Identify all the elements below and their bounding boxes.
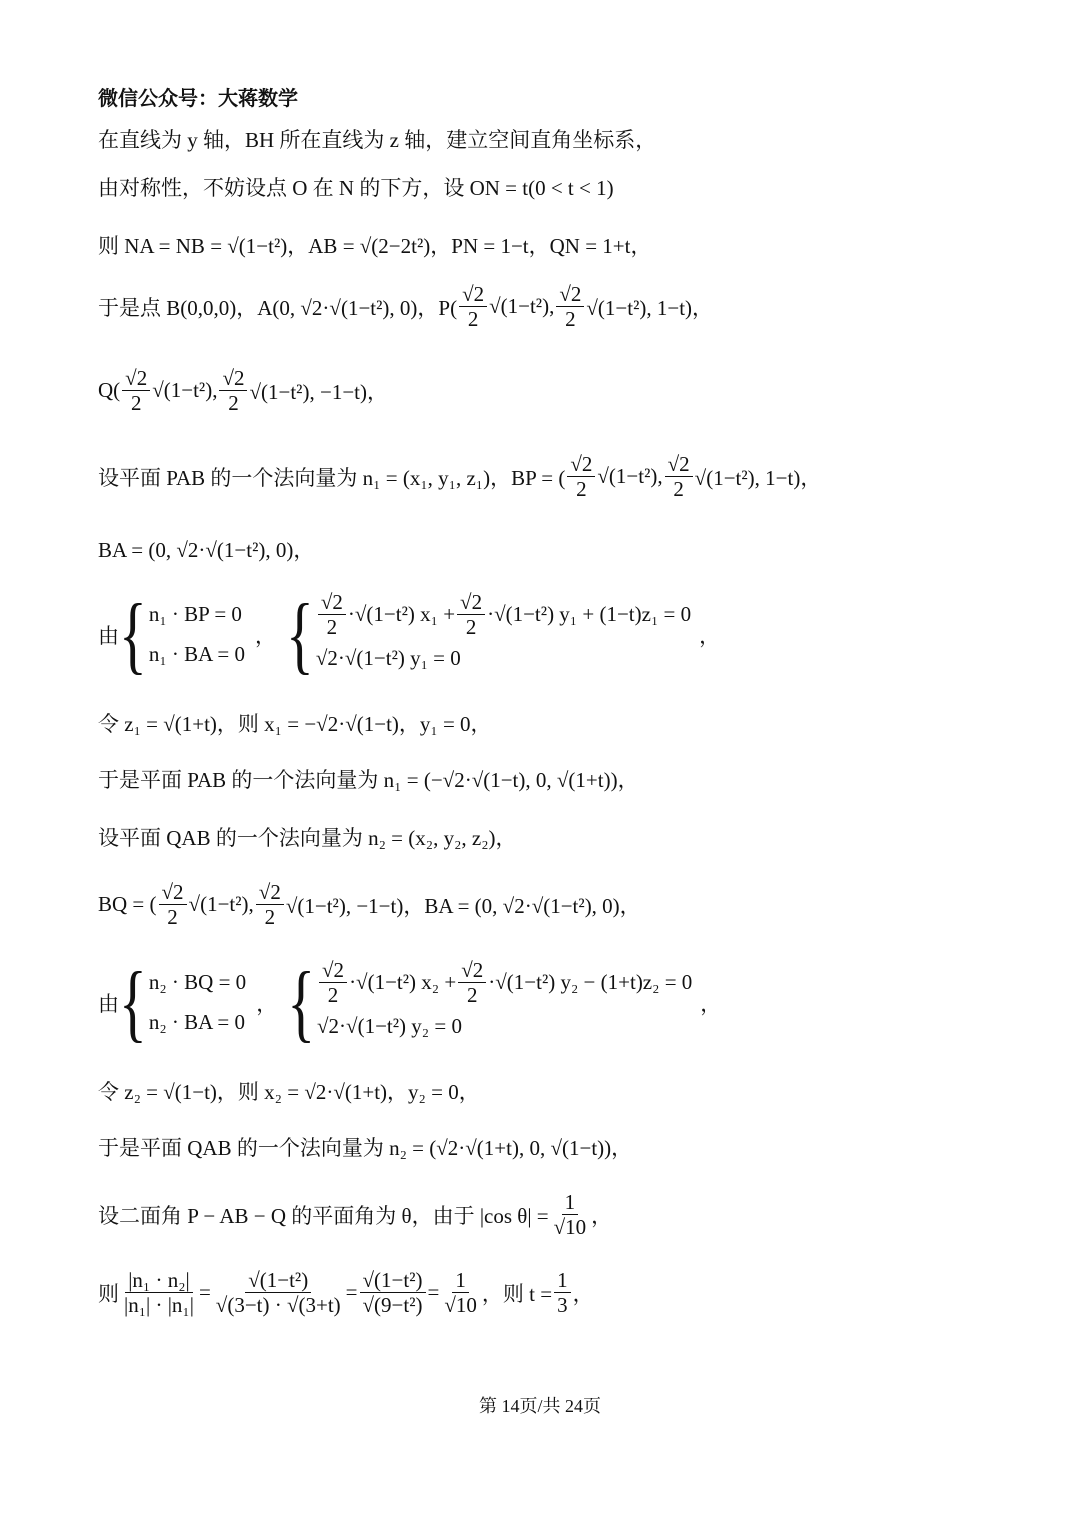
fraction-numerator: √2 bbox=[256, 880, 284, 905]
fraction-step-3 bbox=[360, 1268, 426, 1317]
left-brace-icon: { bbox=[286, 585, 314, 683]
line-text: √(1−t²), −1−t)，BA = (0, √2·√(1−t²), 0)， bbox=[285, 893, 641, 918]
fraction-numerator: √2 bbox=[556, 282, 584, 307]
fraction-numerator: √2 bbox=[567, 452, 595, 477]
text-line-12 bbox=[98, 880, 1040, 929]
fraction-denominator: 2 bbox=[167, 905, 178, 930]
fraction-numerator: √2 bbox=[457, 590, 485, 615]
line-text: 由 bbox=[98, 991, 119, 1016]
system-row: √2·√(1−t²) y₂ = 0 bbox=[317, 1014, 462, 1039]
fraction-denominator: 2 bbox=[576, 477, 587, 502]
line-text: Q( bbox=[98, 378, 121, 403]
fraction-sqrt2-over-2 bbox=[319, 958, 347, 1007]
page-footer bbox=[0, 1392, 1080, 1418]
line-text: 令 z₂ = √(1−t)，则 x₂ = √2·√(1+t)，y₂ = 0， bbox=[98, 1080, 480, 1104]
fraction-numerator: √2 bbox=[318, 590, 346, 615]
line-text: √(1−t²), bbox=[188, 892, 254, 917]
fraction-numerator: |n₁ · n₂| bbox=[125, 1268, 193, 1293]
text-line-15 bbox=[98, 1132, 1040, 1162]
text-line-7 bbox=[98, 534, 1040, 564]
line-text: 由对称性，不妨设点 O 在 N 的下方，设 ON = t(0 < t < 1) bbox=[98, 176, 614, 200]
fraction-numerator: √2 bbox=[159, 880, 187, 905]
equation-system bbox=[317, 958, 692, 1047]
system-row: n₁ · BA = 0 bbox=[148, 641, 246, 666]
header-title: 微信公众号：大蒋数学 bbox=[98, 86, 298, 110]
line-text: BQ = ( bbox=[98, 892, 157, 917]
fraction-t-value bbox=[554, 1268, 571, 1317]
condition-system bbox=[149, 595, 245, 675]
fraction-sqrt2-over-2 bbox=[219, 366, 247, 415]
line-text: 设二面角 P − AB − Q 的平面角为 θ，由于 |cos θ| = bbox=[98, 1203, 549, 1228]
fraction-step-4 bbox=[441, 1268, 480, 1317]
equation-system-1: 由 { n₁ · BP = 0 n₁ · BA = 0 ， { $\frac{√2}{2}$ ·√(1−t²) x₁ + $\frac{√2}{2}$ ·√(1−t²) y₁ + (1−t)z₁ = 0 √2·√(1−t²) y₁ = 0 ， bbox=[98, 585, 721, 683]
line-text: √(1−t²), bbox=[152, 378, 218, 403]
left-brace-icon: { bbox=[287, 953, 316, 1051]
fraction-sqrt2-over-2 bbox=[159, 880, 187, 929]
text-line-1 bbox=[98, 124, 1040, 154]
fraction-sqrt2-over-2 bbox=[459, 282, 487, 331]
fraction-sqrt2-over-2 bbox=[256, 880, 284, 929]
left-brace-icon: { bbox=[119, 953, 147, 1051]
fraction-denominator: √10 bbox=[444, 1293, 477, 1318]
fraction-sqrt2-over-2 bbox=[318, 590, 346, 639]
fraction-denominator: 2 bbox=[228, 391, 239, 416]
fraction-numerator: √2 bbox=[665, 452, 693, 477]
equation-system-2: 由 { n₂ · BQ = 0 n₂ · BA = 0 ， { $\frac{√2}{2}$ ·√(1−t²) x₂ + $\frac{√2}{2}$ ·√(1−t²) y₂ − (1+t)z₂ = 0 √2·√(1−t²) y₂ = 0 ， bbox=[98, 953, 722, 1051]
system-row: n₂ · BQ = 0 bbox=[148, 969, 247, 994]
text-line-16: 设二面角 P − AB − Q 的平面角为 θ，由于 |cos θ| = $\frac{1}{√10}$ ， bbox=[98, 1190, 613, 1240]
fraction-numerator: √2 bbox=[458, 958, 486, 983]
system-row: n₁ · BP = 0 bbox=[148, 601, 242, 626]
system-row bbox=[317, 958, 692, 1007]
text-line-17: 则 $\frac{\text{|n₁ · n₂|}}{\text{|n₁| · |n₁|}}$ = $\frac{\text{√(1−t²)}}{√(3-t) \cdot √(3+t)}$ = $\frac{\text{√(1−t²)}}{\text{√(9−t²)}}$ = $\frac{1}{√10}$ ，则 t = $\frac{1}{3}$ ， bbox=[98, 1268, 594, 1318]
fraction-numerator: √2 bbox=[219, 366, 247, 391]
system-row: n₂ · BA = 0 bbox=[148, 1009, 246, 1034]
condition-system bbox=[149, 963, 246, 1043]
line-text: ·√(1−t²) x₂ + bbox=[349, 969, 457, 994]
text-line-4 bbox=[98, 282, 1040, 331]
line-text: √(1−t²), bbox=[597, 464, 663, 489]
line-text: 在直线为 y 轴，BH 所在直线为 z 轴，建立空间直角坐标系， bbox=[98, 128, 657, 152]
text-line-6 bbox=[98, 452, 1040, 501]
fraction-numerator: 1 bbox=[554, 1268, 571, 1293]
fraction-numerator: √2 bbox=[319, 958, 347, 983]
fraction-denominator: 2 bbox=[326, 615, 338, 640]
text-line-10 bbox=[98, 764, 1040, 794]
fraction-denominator: 2 bbox=[673, 477, 684, 502]
fraction-numerator: 1 bbox=[452, 1268, 469, 1293]
line-text: ·√(1−t²) y₁ + (1−t)z₁ = 0 bbox=[487, 601, 692, 626]
text-line-9 bbox=[98, 708, 1040, 738]
fraction-denominator: 2 bbox=[130, 391, 142, 416]
line-text: 设平面 PAB 的一个法向量为 n₁ = (x₁, y₁, z₁)，BP = ( bbox=[98, 465, 566, 490]
line-text: 令 z₁ = √(1+t)，则 x₁ = −√2·√(1−t)，y₁ = 0， bbox=[98, 712, 492, 736]
text-line-2 bbox=[98, 172, 1040, 202]
fraction-denominator: 2 bbox=[565, 307, 576, 332]
fraction-denominator: 2 bbox=[465, 615, 477, 640]
page-header bbox=[98, 82, 1040, 111]
fraction-sqrt2-over-2 bbox=[457, 590, 485, 639]
fraction-denominator: 2 bbox=[467, 307, 479, 332]
system-row bbox=[316, 590, 691, 639]
fraction-denominator: √(9−t²) bbox=[362, 1293, 423, 1318]
line-text: 于是平面 QAB 的一个法向量为 n₂ = (√2·√(1+t), 0, √(1−t))， bbox=[98, 1136, 633, 1160]
line-text: BA = (0, √2·√(1−t²), 0)， bbox=[98, 538, 315, 562]
line-text: 则 NA = NB = √(1−t²)，AB = √(2−2t²)，PN = 1−t，QN = 1+t， bbox=[98, 234, 652, 258]
line-text: 由 bbox=[98, 623, 119, 648]
text-line-5 bbox=[98, 366, 1040, 415]
fraction-denominator: 2 bbox=[327, 983, 339, 1008]
fraction-denominator: 2 bbox=[264, 905, 276, 930]
fraction-numerator: √2 bbox=[459, 282, 487, 307]
fraction-normals bbox=[121, 1268, 197, 1317]
fraction-numerator: √(1−t²) bbox=[360, 1268, 426, 1293]
line-text: ·√(1−t²) x₁ + bbox=[347, 601, 456, 626]
fraction-numerator: √(1−t²) bbox=[245, 1268, 311, 1293]
page-number: 第 14页/共 24页 bbox=[478, 1396, 601, 1416]
line-text: ·√(1−t²) y₂ − (1+t)z₂ = 0 bbox=[488, 969, 693, 994]
fraction-step-2 bbox=[213, 1268, 344, 1317]
fraction-sqrt2-over-2 bbox=[122, 366, 150, 415]
fraction-numerator: 1 bbox=[562, 1190, 579, 1215]
line-text: 于是平面 PAB 的一个法向量为 n₁ = (−√2·√(1−t), 0, √(1+t))， bbox=[98, 768, 639, 792]
fraction-denominator: √10 bbox=[553, 1215, 587, 1240]
fraction-sqrt2-over-2 bbox=[458, 958, 486, 1007]
line-text: √(1−t²), bbox=[489, 294, 555, 319]
fraction-sqrt2-over-2 bbox=[567, 452, 595, 501]
line-text: 设平面 QAB 的一个法向量为 n₂ = (x₂, y₂, z₂)， bbox=[98, 826, 517, 850]
equation-system bbox=[316, 590, 691, 679]
fraction-denominator: √(3−t) · √(3+t) bbox=[215, 1293, 341, 1318]
left-brace-icon: { bbox=[119, 585, 147, 683]
fraction-cos bbox=[551, 1190, 590, 1239]
line-text: √(1−t²), 1−t)， bbox=[586, 295, 714, 320]
fraction-sqrt2-over-2 bbox=[665, 452, 693, 501]
text-line-14 bbox=[98, 1076, 1040, 1106]
fraction-sqrt2-over-2 bbox=[556, 282, 584, 331]
fraction-numerator: √2 bbox=[122, 366, 150, 391]
line-text: ，则 t = bbox=[481, 1281, 553, 1306]
fraction-denominator: |n₁| · |n₁| bbox=[124, 1293, 194, 1318]
text-line-3 bbox=[98, 230, 1040, 260]
line-text: 则 bbox=[98, 1281, 119, 1306]
text-line-11 bbox=[98, 822, 1040, 852]
line-text: 于是点 B(0,0,0)，A(0, √2·√(1−t²), 0)，P( bbox=[98, 295, 458, 320]
fraction-denominator: 2 bbox=[466, 983, 478, 1008]
line-text: √(1−t²), −1−t)， bbox=[249, 379, 388, 404]
system-row: √2·√(1−t²) y₁ = 0 bbox=[315, 646, 461, 671]
line-text: √(1−t²), 1−t)， bbox=[694, 465, 822, 490]
fraction-denominator: 3 bbox=[557, 1293, 568, 1318]
